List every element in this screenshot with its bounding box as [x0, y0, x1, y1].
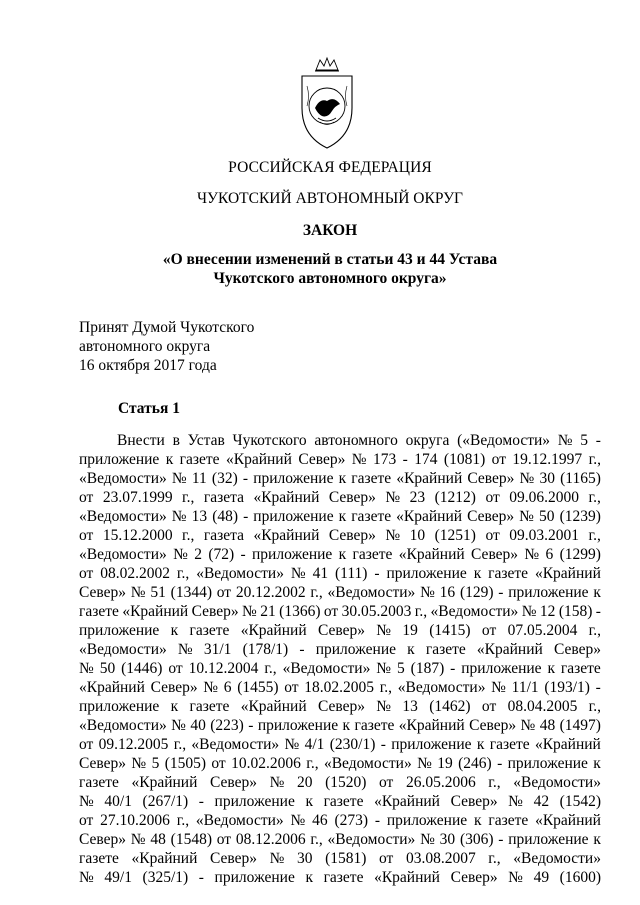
article-body-line: «Ведомости» № 40 (223) - приложение к газете «Крайний Север» № 48 (1497) [79, 717, 601, 734]
article-body-line: Север» № 48 (1548) от 08.12.2006 г., «Ведомости» № 30 (306) - приложение к [79, 831, 601, 848]
article-body-line: № 49/1 (325/1) - приложение к газете «Крайний Север» № 49 (1600) [79, 869, 601, 886]
adoption-date: 16 октября 2017 года [79, 357, 217, 374]
article-body-line: от 23.07.1999 г., газета «Крайний Север» № 23 (1212) от 09.06.2000 г., [79, 489, 601, 506]
article-body-line: приложение к газете «Крайний Север» № 13 (1462) от 08.04.2005 г., [79, 698, 601, 715]
adoption-line-1: Принят Думой Чукотского [79, 319, 255, 336]
article-body-line: Север» № 51 (1344) от 20.12.2002 г., «Ведомости» № 16 (129) - приложение к [79, 584, 601, 601]
article-body-line: № 50 (1446) от 10.12.2004 г., «Ведомости» № 5 (187) - приложение к газете [79, 660, 601, 677]
adoption-info [79, 318, 379, 375]
article-body-line: газете «Крайний Север» № 21 (1366) от 30.05.2003 г., «Ведомости» № 12 (158) - [79, 603, 601, 620]
article-body-line: «Ведомости» № 11 (32) - приложение к газете «Крайний Север» № 30 (1165) [79, 470, 601, 487]
article-heading: Статья 1 [118, 400, 180, 417]
article-body-line: от 09.12.2005 г., «Ведомости» № 4/1 (230/1) - приложение к газете «Крайний [79, 736, 601, 753]
adoption-line-2: автономного округа [79, 338, 211, 355]
article-body-line: «Ведомости» № 13 (48) - приложение к газете «Крайний Север» № 50 (1239) [79, 508, 601, 525]
article-body-line: газете «Крайний Север» № 20 (1520) от 26.05.2006 г., «Ведомости» [79, 774, 601, 791]
article-body-line: газете «Крайний Север» № 30 (1581) от 03.08.2007 г., «Ведомости» [79, 850, 601, 867]
article-body-line: «Ведомости» № 31/1 (178/1) - приложение к газете «Крайний Север» [79, 641, 601, 658]
law-title-line-1: «О внесении изменений в статьи 43 и 44 Устава [162, 251, 498, 268]
article-body-line: «Крайний Север» № 6 (1455) от 18.02.2005 г., «Ведомости» № 11/1 (193/1) - [79, 679, 601, 696]
document-type-heading: ЗАКОН [302, 222, 358, 239]
coat-of-arms-emblem-icon [298, 56, 356, 152]
article-body-line: Север» № 5 (1505) от 10.02.2006 г., «Ведомости» № 19 (246) - приложение к [79, 755, 601, 772]
article-body-line: от 08.02.2002 г., «Ведомости» № 41 (111) - приложение к газете «Крайний [79, 565, 601, 582]
article-body-line: «Ведомости» № 2 (72) - приложение к газете «Крайний Север» № 6 (1299) [79, 546, 601, 563]
article-body-line: № 40/1 (267/1) - приложение к газете «Крайний Север» № 42 (1542) [79, 793, 601, 810]
article-body-line: приложение к газете «Крайний Север» № 173 - 174 (1081) от 19.12.1997 г., [79, 451, 601, 468]
article-body-line: Внести в Устав Чукотского автономного округа («Ведомости» № 5 - [117, 432, 601, 449]
article-body-line: от 27.10.2006 г., «Ведомости» № 46 (273) - приложение к газете «Крайний [79, 812, 601, 829]
region-heading: ЧУКОТСКИЙ АВТОНОМНЫЙ ОКРУГ [196, 190, 464, 207]
article-body-line: от 15.12.2000 г., газета «Крайний Север» № 10 (1251) от 09.03.2001 г., [79, 527, 601, 544]
article-body-line: приложение к газете «Крайний Север» № 19 (1415) от 07.05.2004 г., [79, 622, 601, 639]
law-title [60, 250, 600, 288]
law-title-line-2: Чукотского автономного округа» [213, 270, 447, 287]
country-heading: РОССИЙСКАЯ ФЕДЕРАЦИЯ [228, 159, 432, 176]
article-body [79, 431, 601, 887]
